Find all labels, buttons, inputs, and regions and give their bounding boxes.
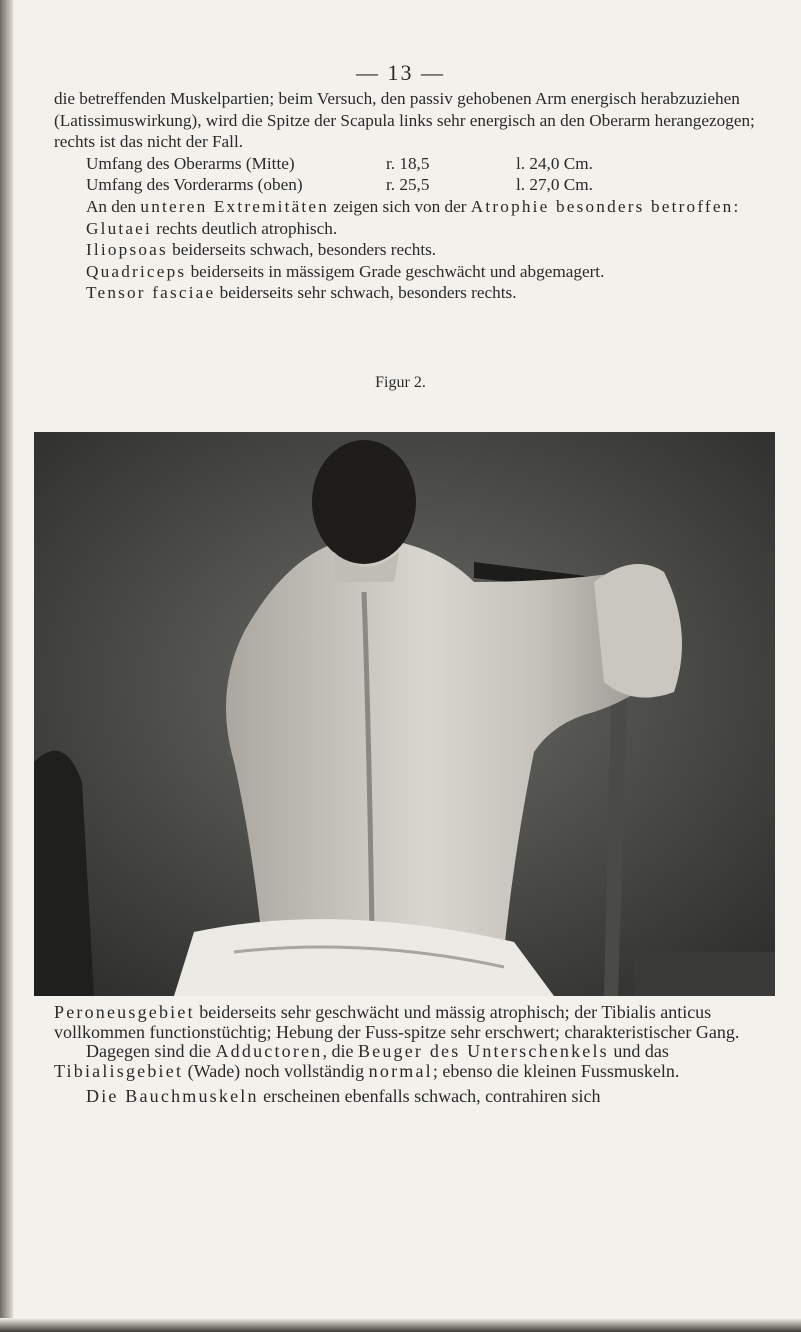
muscle-line	[54, 239, 774, 261]
adductor-prefix: Dagegen sind die	[86, 1041, 211, 1061]
extremities-suffix: :	[733, 196, 739, 216]
extremities-emphasis: unteren Extremitäten	[140, 196, 330, 216]
atrophie-emphasis: Atrophie besonders betroffen	[470, 196, 734, 216]
page-number: — 13 —	[356, 60, 445, 85]
muscle-name: Iliopsoas	[86, 240, 168, 260]
top-paragraph: die betreffenden Muskelpartien; beim Versuch, den passiv gehobenen Arm energisch herabzuziehen (Latissimuswirkung), wird die Spitze der Scapula links sehr energisch an den Oberarm herangezogen; rechts ist das nicht der Fall.	[54, 89, 755, 152]
muscle-name: Glutaei	[86, 218, 152, 238]
bottom-text-block	[54, 1003, 784, 1107]
measurement-right: r. 25,5	[386, 175, 430, 195]
muscle-text: beiderseits schwach, besonders rechts.	[172, 240, 437, 260]
measurement-row	[54, 174, 774, 196]
book-binding-edge	[0, 0, 14, 1332]
adductor-paragraph	[54, 1042, 784, 1081]
wade-text: (Wade) noch vollständig	[187, 1060, 365, 1081]
beuger-emphasis: Beuger des Unterschenkels	[357, 1041, 609, 1061]
peroneus-paragraph	[54, 1003, 784, 1042]
measurement-left: l. 27,0 Cm.	[516, 175, 593, 195]
measurement-left: l. 24,0 Cm.	[516, 153, 593, 173]
measurement-row	[54, 153, 774, 175]
tibialis-mid: und das	[613, 1041, 669, 1061]
measurement-right: r. 18,5	[386, 153, 430, 173]
bauch-text: erscheinen ebenfalls schwach, contrahiren sich	[263, 1086, 601, 1106]
peroneus-text: beiderseits sehr geschwächt und mässig atrophisch; der Tibialis anticus vollkommen functionstüchtig; Hebung der Fuss-spitze sehr erschwert; charakteristischer Gang.	[54, 1002, 740, 1042]
muscle-line	[54, 261, 774, 283]
muscle-text: rechts deutlich atrophisch.	[156, 218, 338, 238]
muscle-name: Quadriceps	[86, 261, 187, 281]
extremities-prefix: An den	[86, 196, 137, 216]
extremities-paragraph	[54, 196, 774, 218]
figure-caption: Figur 2.	[375, 374, 426, 391]
page-bottom-edge	[0, 1318, 801, 1332]
top-text-block	[54, 88, 774, 304]
figure-photograph	[34, 432, 775, 996]
muscle-text: beiderseits sehr schwach, besonders rechts.	[219, 283, 517, 303]
peroneus-name: Peroneusgebiet	[54, 1002, 195, 1022]
normal-suffix: ; ebenso die kleinen Fussmuskeln.	[432, 1060, 680, 1081]
adductor-mid: , die	[322, 1041, 354, 1061]
bauch-emphasis: Die Bauchmuskeln	[86, 1086, 259, 1106]
adductor-emphasis: Adductoren	[215, 1041, 323, 1061]
bauch-paragraph	[54, 1087, 784, 1107]
measurement-label: Umfang des Oberarms (Mitte)	[86, 153, 295, 173]
extremities-middle: zeigen sich von der	[333, 196, 467, 216]
patient-back-photo-illustration	[34, 432, 775, 996]
normal-emphasis: normal	[368, 1060, 433, 1081]
muscle-name: Tensor fasciae	[86, 283, 216, 303]
measurement-label: Umfang des Vorderarms (oben)	[86, 175, 303, 195]
muscle-line	[54, 218, 774, 240]
tibialis-emphasis: Tibialisgebiet	[54, 1060, 184, 1081]
muscle-line	[54, 282, 774, 304]
muscle-text: beiderseits in mässigem Grade geschwächt und abgemagert.	[190, 261, 605, 281]
